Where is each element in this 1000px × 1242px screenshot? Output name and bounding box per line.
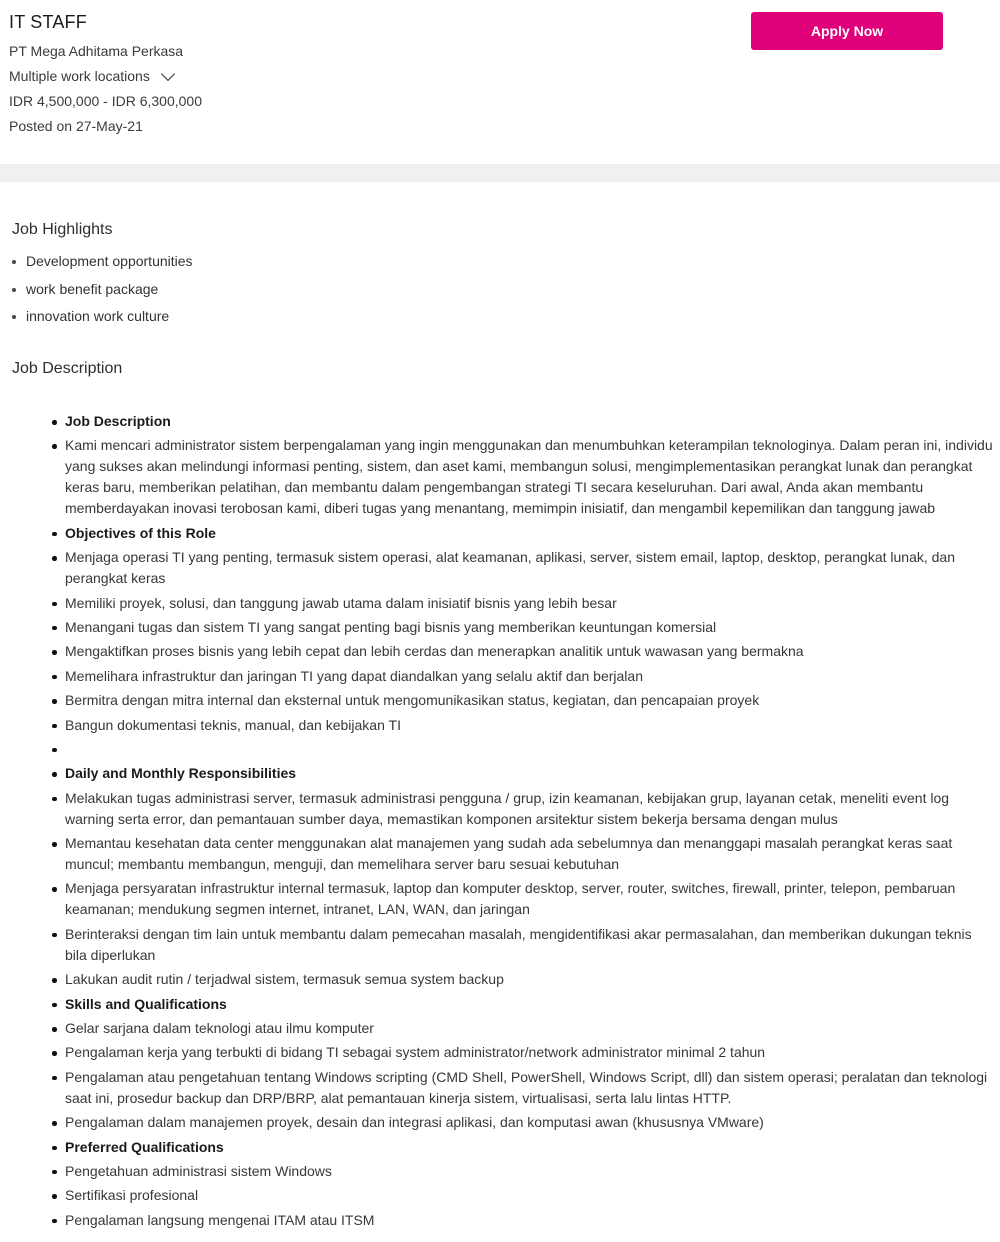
- work-locations-label: Multiple work locations: [9, 68, 150, 84]
- posted-date: Posted on 27-May-21: [9, 118, 143, 134]
- description-heading: Objectives of this Role: [49, 523, 995, 544]
- description-item: Pengalaman atau pengetahuan tentang Windows scripting (CMD Shell, PowerShell, Windows Script, dll) dan sistem operasi; peralatan dan teknologi saat ini, prosedur backup dan DRP/BRP, alat pemantauan kinerja sistem, virtualisasi, serta lalu lintas HTTP.: [49, 1067, 995, 1109]
- description-heading: Skills and Qualifications: [49, 994, 995, 1015]
- work-locations-toggle[interactable]: [9, 68, 173, 84]
- highlight-item: Development opportunities: [11, 252, 193, 280]
- description-item: Berinteraksi dengan tim lain untuk membantu dalam pemecahan masalah, mengidentifikasi akar permasalahan, dan memberikan dukungan teknis bila diperlukan: [49, 924, 995, 966]
- description-item: Pengalaman kerja yang terbukti di bidang TI sebagai system administrator/network administrator minimal 2 tahun: [49, 1042, 995, 1063]
- company-name[interactable]: PT Mega Adhitama Perkasa: [9, 43, 184, 59]
- apply-now-button[interactable]: Apply Now: [751, 12, 943, 50]
- job-highlights-title: Job Highlights: [12, 221, 113, 238]
- description-item: Memiliki proyek, solusi, dan tanggung jawab utama dalam inisiatif bisnis yang lebih besar: [49, 593, 995, 614]
- description-heading: Daily and Monthly Responsibilities: [49, 763, 995, 784]
- description-heading: Preferred Qualifications: [49, 1137, 995, 1158]
- description-item: Menjaga operasi TI yang penting, termasuk sistem operasi, alat keamanan, aplikasi, server, sistem email, laptop, desktop, perangkat lunak, dan perangkat keras: [49, 547, 995, 589]
- description-item: [49, 739, 995, 760]
- highlight-item: work benefit package: [11, 280, 193, 308]
- description-item: Memelihara infrastruktur dan jaringan TI yang dapat diandalkan yang selalu aktif dan berjalan: [49, 666, 995, 687]
- description-item: Pengalaman dalam manajemen proyek, desain dan integrasi aplikasi, dan komputasi awan (khususnya VMware): [49, 1112, 995, 1133]
- job-description-title: Job Description: [12, 360, 123, 377]
- description-item: Bangun dokumentasi teknis, manual, dan kebijakan TI: [49, 715, 995, 736]
- description-item: Pengetahuan administrasi sistem Windows: [49, 1161, 995, 1182]
- salary-range: IDR 4,500,000 - IDR 6,300,000: [9, 93, 203, 109]
- job-description-list: [49, 411, 995, 1234]
- description-item: Bermitra dengan mitra internal dan eksternal untuk mengomunikasikan status, kegiatan, dan pencapaian proyek: [49, 690, 995, 711]
- description-item: Menjaga persyaratan infrastruktur internal termasuk, laptop dan komputer desktop, server, router, switches, firewall, printer, telepon, pembaruan keamanan; mendukung segmen internet, intranet, LAN, WAN, dan jaringan: [49, 878, 995, 920]
- job-title: IT STAFF: [9, 12, 87, 32]
- description-item: Pengalaman langsung mengenai ITAM atau ITSM: [49, 1210, 995, 1231]
- description-item: Gelar sarjana dalam teknologi atau ilmu komputer: [49, 1018, 995, 1039]
- description-item: Melakukan tugas administrasi server, termasuk administrasi pengguna / grup, izin keamanan, kebijakan grup, layanan cetak, meneliti event log warning serta error, dan pemantauan sumber daya, memastikan komponen arsitektur sistem bekerja bersama dengan mulus: [49, 788, 995, 830]
- description-item: Kami mencari administrator sistem berpengalaman yang ingin menggunakan dan menumbuhkan keterampilan teknologinya. Dalam peran ini, individu yang sukses akan melindungi informasi penting, sistem, dan aset kami, membangun solusi, mengimplementasikan perangkat lunak dan perangkat keras baru, memberikan pelatihan, dan membantu dalam pengembangan strategi TI secara keseluruhan. Dari awal, Anda akan membantu memberdayakan inovasi terobosan kami, diberi tugas yang menantang, memimpin inisiatif, dan mengambil kepemilikan dan tanggung jawab: [49, 435, 995, 519]
- chevron-down-icon[interactable]: [161, 66, 175, 80]
- description-item: Lakukan audit rutin / terjadwal sistem, termasuk semua system backup: [49, 969, 995, 990]
- description-item: Menangani tugas dan sistem TI yang sangat penting bagi bisnis yang memberikan keuntungan komersial: [49, 617, 995, 638]
- job-header: [0, 0, 1000, 164]
- description-heading: Job Description: [49, 411, 995, 432]
- description-item: Mengaktifkan proses bisnis yang lebih cepat dan lebih cerdas dan menerapkan analitik untuk wawasan yang bermakna: [49, 641, 995, 662]
- description-item: Sertifikasi profesional: [49, 1185, 995, 1206]
- job-highlights-list: [11, 252, 193, 335]
- section-divider: [0, 164, 1000, 182]
- highlight-item: innovation work culture: [11, 307, 193, 335]
- description-item: Memantau kesehatan data center menggunakan alat manajemen yang sudah ada sebelumnya dan menanggapi masalah perangkat keras saat muncul; membantu membangun, menguji, dan memelihara server baru sesuai kebutuhan: [49, 833, 995, 875]
